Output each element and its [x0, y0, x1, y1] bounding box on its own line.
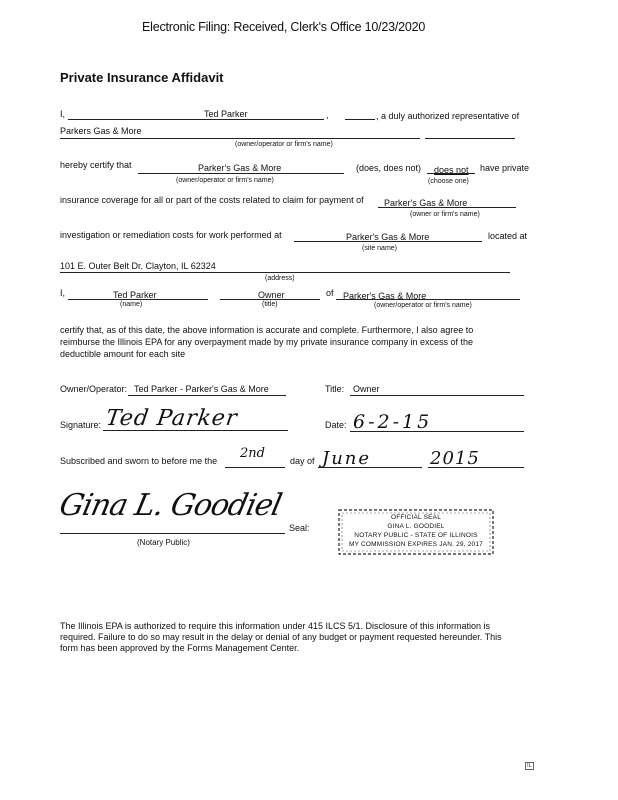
line5-value[interactable]: Parker's Gas & More [346, 232, 430, 242]
sworn-day-of: day of [290, 456, 315, 466]
certify-line-3: deductible amount for each site [60, 349, 186, 359]
line2-rule [60, 138, 420, 139]
line1-rule [68, 119, 324, 120]
notary-caption: (Notary Public) [137, 538, 190, 547]
line3-suffix: have private [480, 163, 530, 173]
line1-rule2 [345, 119, 375, 120]
line3-value[interactable]: Parker's Gas & More [198, 163, 282, 173]
line4-caption: (owner or firm's name) [410, 211, 480, 218]
owner-operator-value[interactable]: Ted Parker - Parker's Gas & More [134, 384, 269, 394]
line2-caption: (owner/operator or firm's name) [235, 141, 333, 148]
seal-line-3: NOTARY PUBLIC - STATE OF ILLINOIS [354, 532, 478, 539]
line5-caption: (site name) [362, 245, 398, 252]
certify-line-2: reimburse the Illinois EPA for any overpayment made by my private insurance company in excess of the [60, 337, 474, 347]
date-value[interactable]: 6-2-15 [353, 411, 433, 433]
line7-caption-title: (title) [262, 301, 278, 308]
footer-line-2: required. Failure to do so may result in the delay or denial of any budget or payment requested hereunder. This [60, 632, 502, 642]
sworn-day-rule [225, 467, 285, 468]
sworn-year[interactable]: 2015 [430, 448, 480, 469]
signature-label: Signature: [60, 420, 102, 430]
line7-caption-name: (name) [120, 301, 143, 308]
line3-does-value[interactable]: does not [434, 165, 469, 175]
seal-line-4: MY COMMISSION EXPIRES JAN. 29, 2017 [348, 541, 484, 548]
line3-prefix: hereby certify that [60, 160, 132, 170]
line6-caption: (address) [265, 275, 295, 282]
line7-name[interactable]: Ted Parker [113, 290, 157, 300]
owner-operator-rule [128, 395, 286, 396]
notary-signature[interactable]: Gina L. Goodiel [56, 488, 285, 523]
seal-label: Seal: [289, 523, 310, 533]
line5-suffix: located at [488, 231, 528, 241]
sworn-month[interactable]: June [322, 448, 372, 469]
line7-title[interactable]: Owner [258, 290, 285, 300]
title-value[interactable]: Owner [353, 384, 380, 394]
seal-line-2: GINA L. GOODIEL [387, 523, 445, 530]
line3-caption1: (owner/operator or firm's name) [176, 177, 274, 184]
line3-caption2: (choose one) [428, 178, 469, 185]
title-label: Title: [325, 384, 345, 394]
date-label: Date: [325, 420, 347, 430]
filing-header: Electronic Filing: Received, Clerk's Office 10/23/2020 [142, 20, 426, 34]
line7-firm[interactable]: Parker's Gas & More [343, 291, 427, 301]
line1-prefix: I, [60, 109, 66, 119]
seal-line-1: OFFICIAL SEAL [390, 514, 442, 521]
line5-prefix: investigation or remediation costs for work performed at [60, 230, 282, 240]
line2-rule2 [425, 138, 515, 139]
line4-value[interactable]: Parker's Gas & More [384, 198, 468, 208]
official-seal [337, 508, 495, 556]
title-rule [350, 395, 524, 396]
page-title: Private Insurance Affidavit [60, 70, 224, 85]
line1-dot: , [326, 110, 329, 120]
line7-caption-firm: (owner/operator or firm's name) [374, 302, 472, 309]
line7-prefix: I, [60, 288, 66, 298]
footer-line-1: The Illinois EPA is authorized to require this information under 415 ILCS 5/1. Disclosure of this information is [60, 621, 491, 631]
notary-rule [60, 533, 285, 534]
footer-line-3: form has been approved by the Forms Management Center. [60, 643, 300, 653]
line6-rule [60, 272, 510, 273]
line3-does-label: (does, does not) [356, 163, 422, 173]
corner-mark: IL [527, 763, 533, 769]
signature-value[interactable]: Ted Parker [104, 406, 240, 431]
line4-prefix: insurance coverage for all or part of the costs related to claim for payment of [60, 195, 364, 205]
line1-suffix: , a duly authorized representative of [376, 111, 520, 121]
certify-line-1: certify that, as of this date, the above information is accurate and complete. Furthermore, I also agree to [60, 325, 474, 335]
line1-name[interactable]: Ted Parker [204, 109, 248, 119]
sworn-prefix: Subscribed and sworn to before me the [60, 456, 218, 466]
sworn-day[interactable]: 2nd [240, 446, 265, 461]
line2-value[interactable]: Parkers Gas & More [60, 126, 142, 136]
line3-rule [138, 173, 344, 174]
owner-operator-label: Owner/Operator: [60, 384, 128, 394]
line7-of: of [326, 288, 334, 298]
line6-value[interactable]: 101 E. Outer Belt Dr. Clayton, IL 62324 [60, 261, 216, 271]
